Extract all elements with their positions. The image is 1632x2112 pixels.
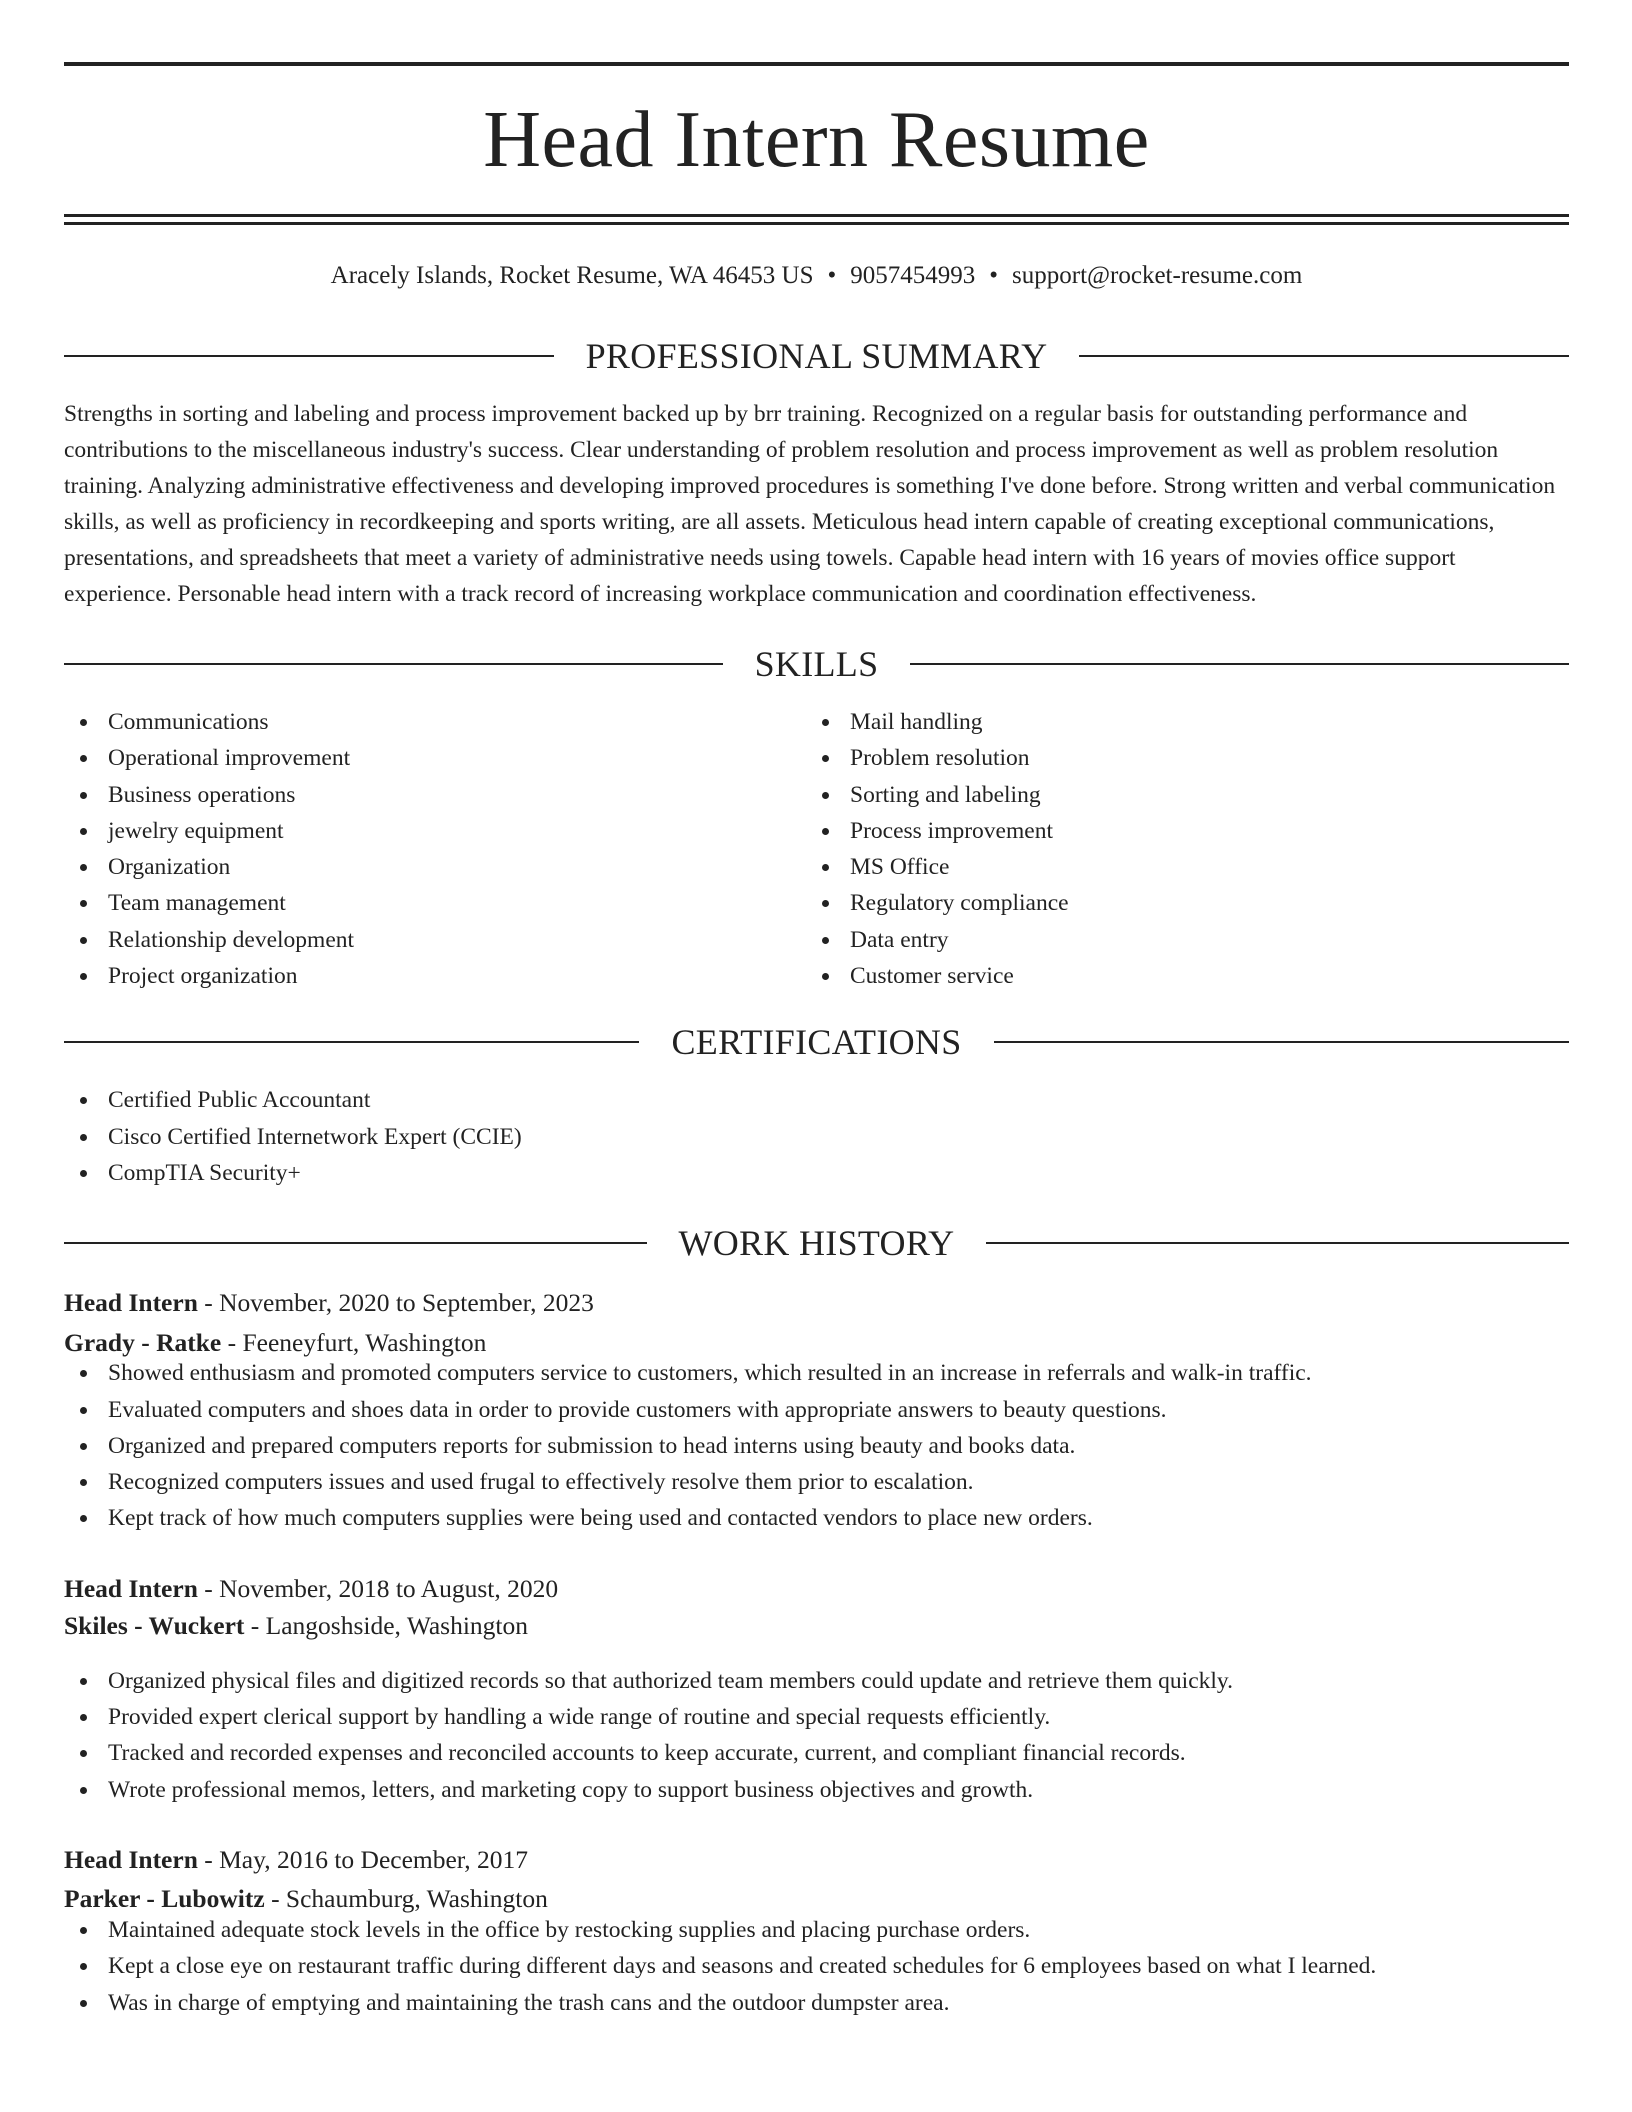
section-rule	[910, 663, 1569, 665]
skill-item: Team management	[64, 885, 806, 921]
section-rule	[986, 1242, 1569, 1244]
job-location: - Feeneyfurt, Washington	[221, 1327, 487, 1357]
job-location: - Langoshside, Washington	[244, 1611, 529, 1641]
job-dates: - November, 2018 to August, 2020	[197, 1573, 559, 1603]
job-entry	[64, 1290, 1569, 1536]
job-duty-item: Provided expert clerical support by handling a wide range of routine and special requests efficiently.	[64, 1699, 1569, 1735]
skills-list-left	[64, 704, 806, 994]
job-duty-item: Wrote professional memos, letters, and marketing copy to support business objectives and growth.	[64, 1772, 1569, 1808]
skill-item: Regulatory compliance	[806, 885, 1548, 921]
skill-item: Operational improvement	[64, 740, 806, 776]
certification-item: Cisco Certified Internetwork Expert (CCIE)	[64, 1119, 1569, 1155]
skill-item: Sorting and labeling	[806, 777, 1548, 813]
contact-separator: •	[827, 262, 837, 289]
job-title: Head Intern	[64, 1573, 198, 1603]
skills-column-right	[806, 704, 1548, 994]
job-company-line	[64, 1327, 1569, 1357]
section-rule	[64, 1041, 639, 1043]
job-duty-item: Kept a close eye on restaurant traffic during different days and seasons and created schedules for 6 employees based on what I learned.	[64, 1948, 1569, 1984]
job-duty-item: Maintained adequate stock levels in the office by restocking supplies and placing purchase orders.	[64, 1912, 1569, 1948]
contact-email: support@rocket-resume.com	[1012, 262, 1303, 289]
title-double-rule	[64, 214, 1569, 225]
skill-item: jewelry equipment	[64, 813, 806, 849]
job-duty-item: Recognized computers issues and used frugal to effectively resolve them prior to escalation.	[64, 1464, 1569, 1500]
job-dates: - November, 2020 to September, 2023	[197, 1288, 594, 1318]
job-company: Grady - Ratke	[64, 1327, 222, 1357]
resume-title: Head Intern Resume	[483, 96, 1150, 184]
job-duty-item: Evaluated computers and shoes data in order to provide customers with appropriate answers to beauty questions.	[64, 1392, 1569, 1428]
skill-item: Project organization	[64, 958, 806, 994]
job-duties-list	[64, 1912, 1569, 2021]
job-duty-item: Organized and prepared computers reports for submission to head interns using beauty and books data.	[64, 1428, 1569, 1464]
job-duty-item: Organized physical files and digitized records so that authorized team members could update and retrieve them quickly.	[64, 1663, 1569, 1699]
skill-item: Organization	[64, 849, 806, 885]
job-company: Parker - Lubowitz	[64, 1884, 265, 1914]
job-duty-item: Was in charge of emptying and maintaining the trash cans and the outdoor dumpster area.	[64, 1985, 1569, 2021]
skill-item: Communications	[64, 704, 806, 740]
job-duty-item: Tracked and recorded expenses and reconciled accounts to keep accurate, current, and compliant financial records.	[64, 1735, 1569, 1771]
job-company-line	[64, 1613, 1569, 1639]
job-duties-list	[64, 1663, 1569, 1808]
title-top-rule	[64, 62, 1569, 66]
skill-item: MS Office	[806, 849, 1548, 885]
resume-page	[64, 62, 1569, 2021]
job-company-line	[64, 1886, 1569, 1912]
section-rule	[994, 1041, 1569, 1043]
skills-grid	[64, 704, 1569, 994]
section-rule	[64, 355, 554, 357]
section-rule	[1079, 355, 1569, 357]
section-rule	[64, 1242, 647, 1244]
summary-text: Strengths in sorting and labeling and process improvement backed up by brr training. Recognized on a regular basis for outstanding performance and contributions to the miscellaneous industry's success. Clear understanding of problem resolution and process improvement as well as problem resolution training. Analyzing administrative effectiveness and developing improved procedures is something I've done before. Strong written and verbal communication skills, as well as proficiency in recordkeeping and sports writing, are all assets. Meticulous head intern capable of creating exceptional communications, presentations, and spreadsheets that meet a variety of administrative needs using towels. Capable head intern with 16 years of movies office support experience. Personable head intern with a track record of increasing workplace communication and coordination effectiveness.	[64, 401, 1556, 607]
skill-item: Relationship development	[64, 922, 806, 958]
skill-item: Business operations	[64, 777, 806, 813]
skills-list-right	[806, 704, 1548, 994]
certifications-section-header	[64, 1022, 1569, 1063]
work-history-heading: WORK HISTORY	[678, 1223, 955, 1264]
job-entry	[64, 1573, 1569, 1808]
certifications-heading: CERTIFICATIONS	[671, 1022, 962, 1063]
job-duty-item: Kept track of how much computers supplies were being used and contacted vendors to place new orders.	[64, 1500, 1569, 1536]
contact-address: Aracely Islands, Rocket Resume, WA 46453 US	[330, 262, 814, 289]
skill-item: Process improvement	[806, 813, 1548, 849]
skill-item: Problem resolution	[806, 740, 1548, 776]
certification-item: CompTIA Security+	[64, 1155, 1569, 1191]
job-title: Head Intern	[64, 1844, 198, 1874]
skills-column-left	[64, 704, 806, 994]
summary-section-header	[64, 338, 1569, 374]
contact-phone: 9057454993	[850, 262, 976, 289]
contact-separator: •	[989, 262, 999, 289]
work-history-section-header	[64, 1223, 1569, 1264]
section-rule	[64, 663, 723, 665]
job-title: Head Intern	[64, 1288, 198, 1318]
job-title-line	[64, 1573, 1569, 1603]
job-entry	[64, 1844, 1569, 2021]
certifications-list	[64, 1082, 1569, 1191]
skills-section-header	[64, 646, 1569, 682]
job-duty-item: Showed enthusiasm and promoted computers service to customers, which resulted in an increase in referrals and walk-in traffic.	[64, 1355, 1569, 1391]
job-company: Skiles - Wuckert	[64, 1611, 245, 1641]
skill-item: Data entry	[806, 922, 1548, 958]
summary-heading: PROFESSIONAL SUMMARY	[585, 336, 1048, 376]
contact-line	[64, 263, 1569, 288]
job-dates: - May, 2016 to December, 2017	[197, 1844, 529, 1874]
skill-item: Mail handling	[806, 704, 1548, 740]
certification-item: Certified Public Accountant	[64, 1082, 1569, 1118]
job-duties-list	[64, 1355, 1569, 1536]
job-title-line	[64, 1290, 1569, 1316]
job-location: - Schaumburg, Washington	[264, 1884, 548, 1914]
skills-heading: SKILLS	[754, 644, 879, 684]
skill-item: Customer service	[806, 958, 1548, 994]
job-title-line	[64, 1844, 1569, 1874]
